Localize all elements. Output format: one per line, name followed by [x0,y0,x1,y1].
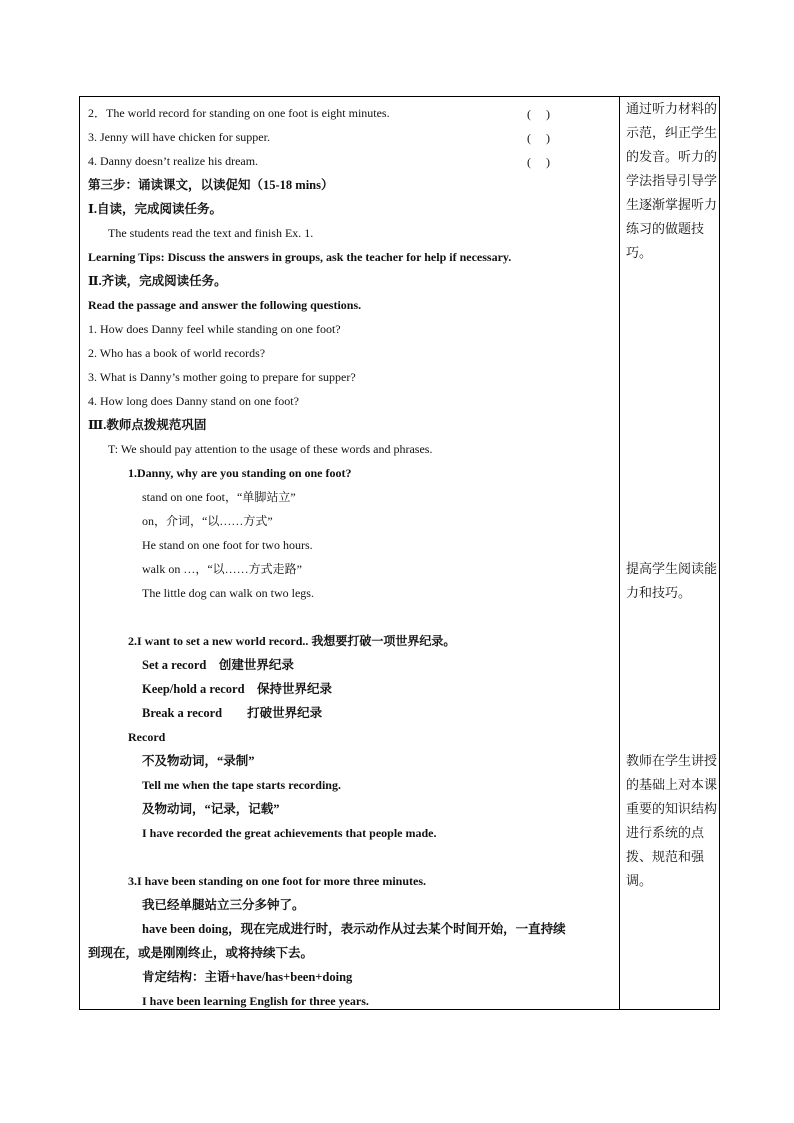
reading-task-instruction: Read the passage and answer the following questions. [88,298,362,312]
true-false-item-3: 3. Jenny will have chicken for supper. [88,130,270,144]
group-reading-heading: Ⅱ.齐读，完成阅读任务。 [88,274,227,288]
point-1-line-2: on，介词，“以……方式” [142,514,273,528]
point-2-transitive: 及物动词，“记录，记载” [142,802,280,816]
step-three-heading: 第三步：诵读课文，以读促知（15-18 mins） [88,178,334,192]
design-note-reading: 提高学生阅读能力和技巧。 [626,561,718,600]
teacher-guidance-heading: Ⅲ.教师点拨规范巩固 [88,418,207,432]
point-3-explanation-2: 到现在，或是刚刚终止，或将持续下去。 [88,946,314,960]
answer-blank-2: ( ) [527,107,550,121]
point-3-explanation-1: have been doing，现在完成进行时，表示动作从过去某个时间开始，一直持续 [142,922,566,936]
lesson-content-column [80,97,619,1009]
question-2: 2. Who has a book of world records? [88,346,266,360]
point-3-heading: 3.I have been standing on one foot for more three minutes. [128,874,426,888]
point-1-heading: 1.Danny, why are you standing on one foot? [128,466,352,480]
self-reading-instruction: The students read the text and finish Ex. 1. [108,226,314,240]
question-4: 4. How long does Danny stand on one foot? [88,394,299,408]
question-1: 1. How does Danny feel while standing on one foot? [88,322,341,336]
point-3-example: I have been learning English for three years. [142,994,369,1008]
point-1-line-3: He stand on one foot for two hours. [142,538,313,552]
point-2-keep-record: Keep/hold a record 保持世界纪录 [142,682,333,696]
point-2-example-2: I have recorded the great achievements that people made. [142,826,437,840]
point-2-intransitive: 不及物动词，“录制” [142,754,255,768]
teacher-instruction: T: We should pay attention to the usage of these words and phrases. [108,442,433,456]
question-3: 3. What is Danny’s mother going to prepare for supper? [88,370,356,384]
point-2-set-record: Set a record 创建世界纪录 [142,658,294,672]
true-false-item-4: 4. Danny doesn’t realize his dream. [88,154,259,168]
true-false-item-2: 2．The world record for standing on one foot is eight minutes. [88,106,390,120]
self-reading-heading: Ⅰ.自读，完成阅读任务。 [88,202,222,216]
point-3-structure: 肯定结构：主语+have/has+been+doing [142,970,353,984]
design-note-listening: 通过听力材料的示范，纠正学生的发音。听力的学法指导引导学生逐渐掌握听力练习的做题技巧。 [626,101,718,260]
learning-tips: Learning Tips: Discuss the answers in groups, ask the teacher for help if necessary. [88,250,512,264]
point-2-break-record: Break a record 打破世界纪录 [142,706,323,720]
design-note-teacher: 教师在学生讲授的基础上对本课重要的知识结构进行系统的点拨、规范和强调。 [626,753,718,888]
point-2-record-word: Record [128,730,166,744]
point-1-line-4: walk on …，“以……方式走路” [142,562,302,576]
lesson-table [79,96,720,1010]
point-2-example-1: Tell me when the tape starts recording. [142,778,341,792]
answer-blank-3: ( ) [527,131,550,145]
point-3-translation: 我已经单腿站立三分多钟了。 [142,898,305,912]
design-notes-column [620,97,721,1009]
answer-blank-4: ( ) [527,155,550,169]
point-1-line-5: The little dog can walk on two legs. [142,586,314,600]
point-2-heading: 2.I want to set a new world record.. 我想要打破一项世界纪录。 [128,634,456,648]
point-1-line-1: stand on one foot，“单脚站立” [142,490,296,504]
